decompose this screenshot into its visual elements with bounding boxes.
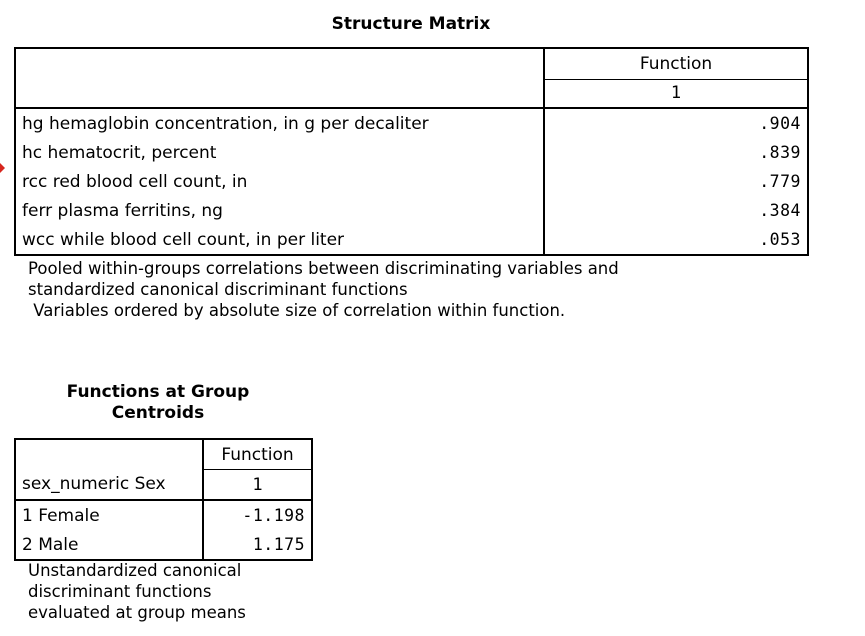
table-row — [15, 225, 808, 255]
row-marker-icon — [0, 163, 5, 173]
variable-label: ferr plasma ferritins, ng — [15, 196, 544, 225]
structure-matrix-title: Structure Matrix — [331, 14, 491, 34]
centroids-title — [14, 382, 302, 424]
table-row — [15, 500, 312, 530]
variable-label: hc hematocrit, percent — [15, 138, 544, 167]
table-row — [15, 138, 808, 167]
structure-matrix-function-number: 1 — [544, 79, 808, 108]
table-row — [15, 196, 808, 225]
variable-label: rcc red blood cell count, in — [15, 167, 544, 196]
footnote-line: discriminant functions — [28, 582, 212, 601]
footnote-line: evaluated at group means — [28, 603, 246, 622]
correlation-value: .779 — [759, 172, 801, 191]
centroids-title-line: Functions at Group — [66, 382, 250, 402]
table-row — [15, 167, 808, 196]
centroids-footnote — [28, 560, 246, 623]
variable-label: wcc while blood cell count, in per liter — [15, 225, 544, 255]
structure-matrix-table — [14, 47, 809, 256]
centroids-title-line: Centroids — [111, 403, 205, 423]
structure-matrix-footnote — [28, 258, 619, 321]
correlation-value: .053 — [759, 230, 801, 249]
footnote-line: Unstandardized canonical — [28, 561, 242, 580]
centroid-value: -1.198 — [242, 506, 305, 525]
footnote-line: Variables ordered by absolute size of correlation within function. — [28, 301, 566, 320]
correlation-value: .384 — [759, 201, 801, 220]
table-row — [15, 530, 312, 560]
correlation-value: .904 — [759, 114, 801, 133]
footnote-line: Pooled within-groups correlations between discriminating variables and — [28, 259, 619, 278]
footnote-line: standardized canonical discriminant functions — [28, 280, 408, 299]
group-label: 2 Male — [15, 530, 203, 560]
centroids-row-header: sex_numeric Sex — [15, 470, 203, 501]
structure-matrix-function-header: Function — [544, 48, 808, 79]
centroids-function-number: 1 — [203, 470, 312, 501]
variable-label: hg hemaglobin concentration, in g per decaliter — [15, 108, 544, 138]
group-label: 1 Female — [15, 500, 203, 530]
structure-matrix-corner — [15, 48, 544, 108]
centroids-corner — [15, 439, 203, 470]
centroids-function-header: Function — [203, 439, 312, 470]
table-row — [15, 108, 808, 138]
centroids-table — [14, 438, 313, 561]
correlation-value: .839 — [759, 143, 801, 162]
centroid-value: 1.175 — [252, 535, 305, 554]
